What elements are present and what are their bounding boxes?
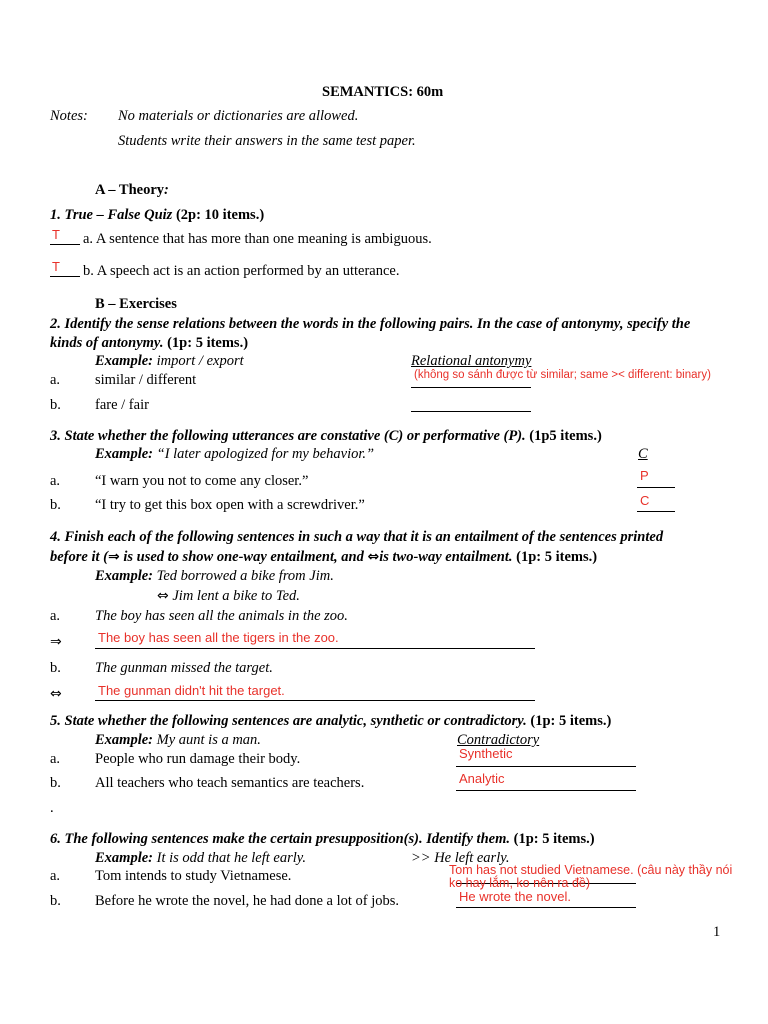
answer-q4b: The gunman didn't hit the target. bbox=[98, 683, 285, 698]
answer-blank[interactable] bbox=[95, 700, 535, 701]
q3-item-b-letter: b. bbox=[50, 497, 61, 513]
q1-item-a: a. A sentence that has more than one meaning is ambiguous. bbox=[83, 231, 432, 247]
answer-blank[interactable] bbox=[456, 907, 636, 908]
answer-blank[interactable] bbox=[637, 487, 675, 488]
q3-item-a: “I warn you not to come any closer.” bbox=[95, 473, 309, 489]
answer-blank[interactable] bbox=[411, 387, 531, 388]
q5-item-b: All teachers who teach semantics are teachers. bbox=[95, 775, 365, 791]
q1-title: 1. True – False Quiz (2p: 10 items.) bbox=[50, 207, 265, 223]
q2-item-a-letter: a. bbox=[50, 372, 61, 388]
answer-q2a: (không so sánh được từ similar; same >< different: binary) bbox=[414, 369, 711, 381]
section-a-heading: A – Theory: bbox=[95, 182, 169, 198]
stray-dot: . bbox=[50, 800, 54, 816]
q5-example: Example: My aunt is a man. bbox=[95, 732, 261, 748]
q3-item-a-letter: a. bbox=[50, 473, 61, 489]
answer-q1a: T bbox=[52, 227, 60, 242]
notes-label: Notes: bbox=[50, 108, 88, 124]
answer-blank[interactable] bbox=[637, 511, 675, 512]
answer-q3a: P bbox=[640, 468, 649, 483]
note-write-answers: Students write their answers in the same test paper. bbox=[118, 133, 416, 149]
q4-item-b-letter: b. bbox=[50, 660, 61, 676]
q5-item-b-letter: b. bbox=[50, 775, 61, 791]
two-way-entailment-icon: ⇔ bbox=[157, 588, 169, 604]
q6-example: Example: It is odd that he left early. bbox=[95, 850, 307, 866]
q1-item-b: b. A speech act is an action performed by an utterance. bbox=[83, 263, 400, 279]
q2-title-cont: kinds of antonymy. (1p: 5 items.) bbox=[50, 335, 249, 351]
q6-item-a: Tom intends to study Vietnamese. bbox=[95, 868, 292, 884]
q5-example-answer: Contradictory bbox=[457, 732, 540, 748]
one-way-entailment-icon: ⇒ bbox=[107, 549, 120, 565]
q3-item-b: “I try to get this box open with a screwdriver.” bbox=[95, 497, 365, 513]
q3-title: 3. State whether the following utterances are constative (C) or performative (P). (1p5 items.) bbox=[50, 428, 602, 444]
q3-example-answer: C bbox=[638, 446, 648, 462]
answer-q5b: Analytic bbox=[459, 771, 505, 786]
q2-item-a: similar / different bbox=[95, 372, 197, 388]
answer-q5a: Synthetic bbox=[459, 746, 513, 761]
answer-blank[interactable] bbox=[411, 411, 531, 412]
answer-blank[interactable] bbox=[50, 276, 80, 277]
q2-example-answer: Relational antonymy bbox=[411, 353, 532, 369]
q3-example: Example: “I later apologized for my behavior.” bbox=[95, 446, 375, 462]
q5-item-a: People who run damage their body. bbox=[95, 751, 301, 767]
q4-title: 4. Finish each of the following sentences in such a way that it is an entailment of the sentences printed bbox=[50, 529, 664, 545]
q4-item-b: The gunman missed the target. bbox=[95, 660, 273, 676]
q4-item-a: The boy has seen all the animals in the zoo. bbox=[95, 608, 348, 624]
q4-example-line2: ⇔ Jim lent a bike to Ted. bbox=[157, 588, 300, 604]
q2-item-b: fare / fair bbox=[95, 397, 149, 413]
q6-item-b-letter: b. bbox=[50, 893, 61, 909]
answer-q6a-line2: ko hay lắm, ko nên ra đề) bbox=[449, 876, 591, 890]
answer-q4a: The boy has seen all the tigers in the zoo. bbox=[98, 630, 339, 645]
q4-example: Example: Ted borrowed a bike from Jim. bbox=[95, 568, 334, 584]
answer-q6a-line1: Tom has not studied Vietnamese. (câu này thầy nói bbox=[449, 863, 733, 877]
note-no-materials: No materials or dictionaries are allowed. bbox=[118, 108, 359, 124]
section-b-heading: B – Exercises bbox=[95, 296, 177, 312]
q6-title: 6. The following sentences make the certain presupposition(s). Identify them. (1p: 5 items.) bbox=[50, 831, 595, 847]
one-way-entailment-icon: ⇒ bbox=[50, 634, 62, 650]
q6-item-a-letter: a. bbox=[50, 868, 61, 884]
q5-item-a-letter: a. bbox=[50, 751, 61, 767]
answer-q1b: T bbox=[52, 259, 60, 274]
q6-example-answer: >> He left early. bbox=[411, 850, 510, 866]
answer-blank[interactable] bbox=[456, 790, 636, 791]
q4-item-a-letter: a. bbox=[50, 608, 61, 624]
answer-q3b: C bbox=[640, 493, 650, 508]
q5-title: 5. State whether the following sentences are analytic, synthetic or contradictory. (1p: 5 items.) bbox=[50, 713, 612, 729]
q6-item-b: Before he wrote the novel, he had done a lot of jobs. bbox=[95, 893, 400, 909]
answer-q6b: He wrote the novel. bbox=[459, 889, 572, 904]
two-way-entailment-icon: ⇔ bbox=[367, 549, 380, 565]
page-title: SEMANTICS: 60m bbox=[322, 84, 444, 100]
page-number: 1 bbox=[713, 924, 721, 940]
q2-title: 2. Identify the sense relations between the words in the following pairs. In the case of antonymy, specify the bbox=[50, 316, 691, 332]
q4-title-cont: before it (⇒ is used to show one-way entailment, and ⇔is two-way entailment. (1p: 5 items.) bbox=[50, 549, 598, 565]
answer-blank[interactable] bbox=[456, 766, 636, 767]
answer-blank[interactable] bbox=[95, 648, 535, 649]
answer-blank[interactable] bbox=[50, 244, 80, 245]
q2-example: Example: import / export bbox=[95, 353, 244, 369]
q2-item-b-letter: b. bbox=[50, 397, 61, 413]
two-way-entailment-icon: ⇔ bbox=[50, 686, 62, 702]
